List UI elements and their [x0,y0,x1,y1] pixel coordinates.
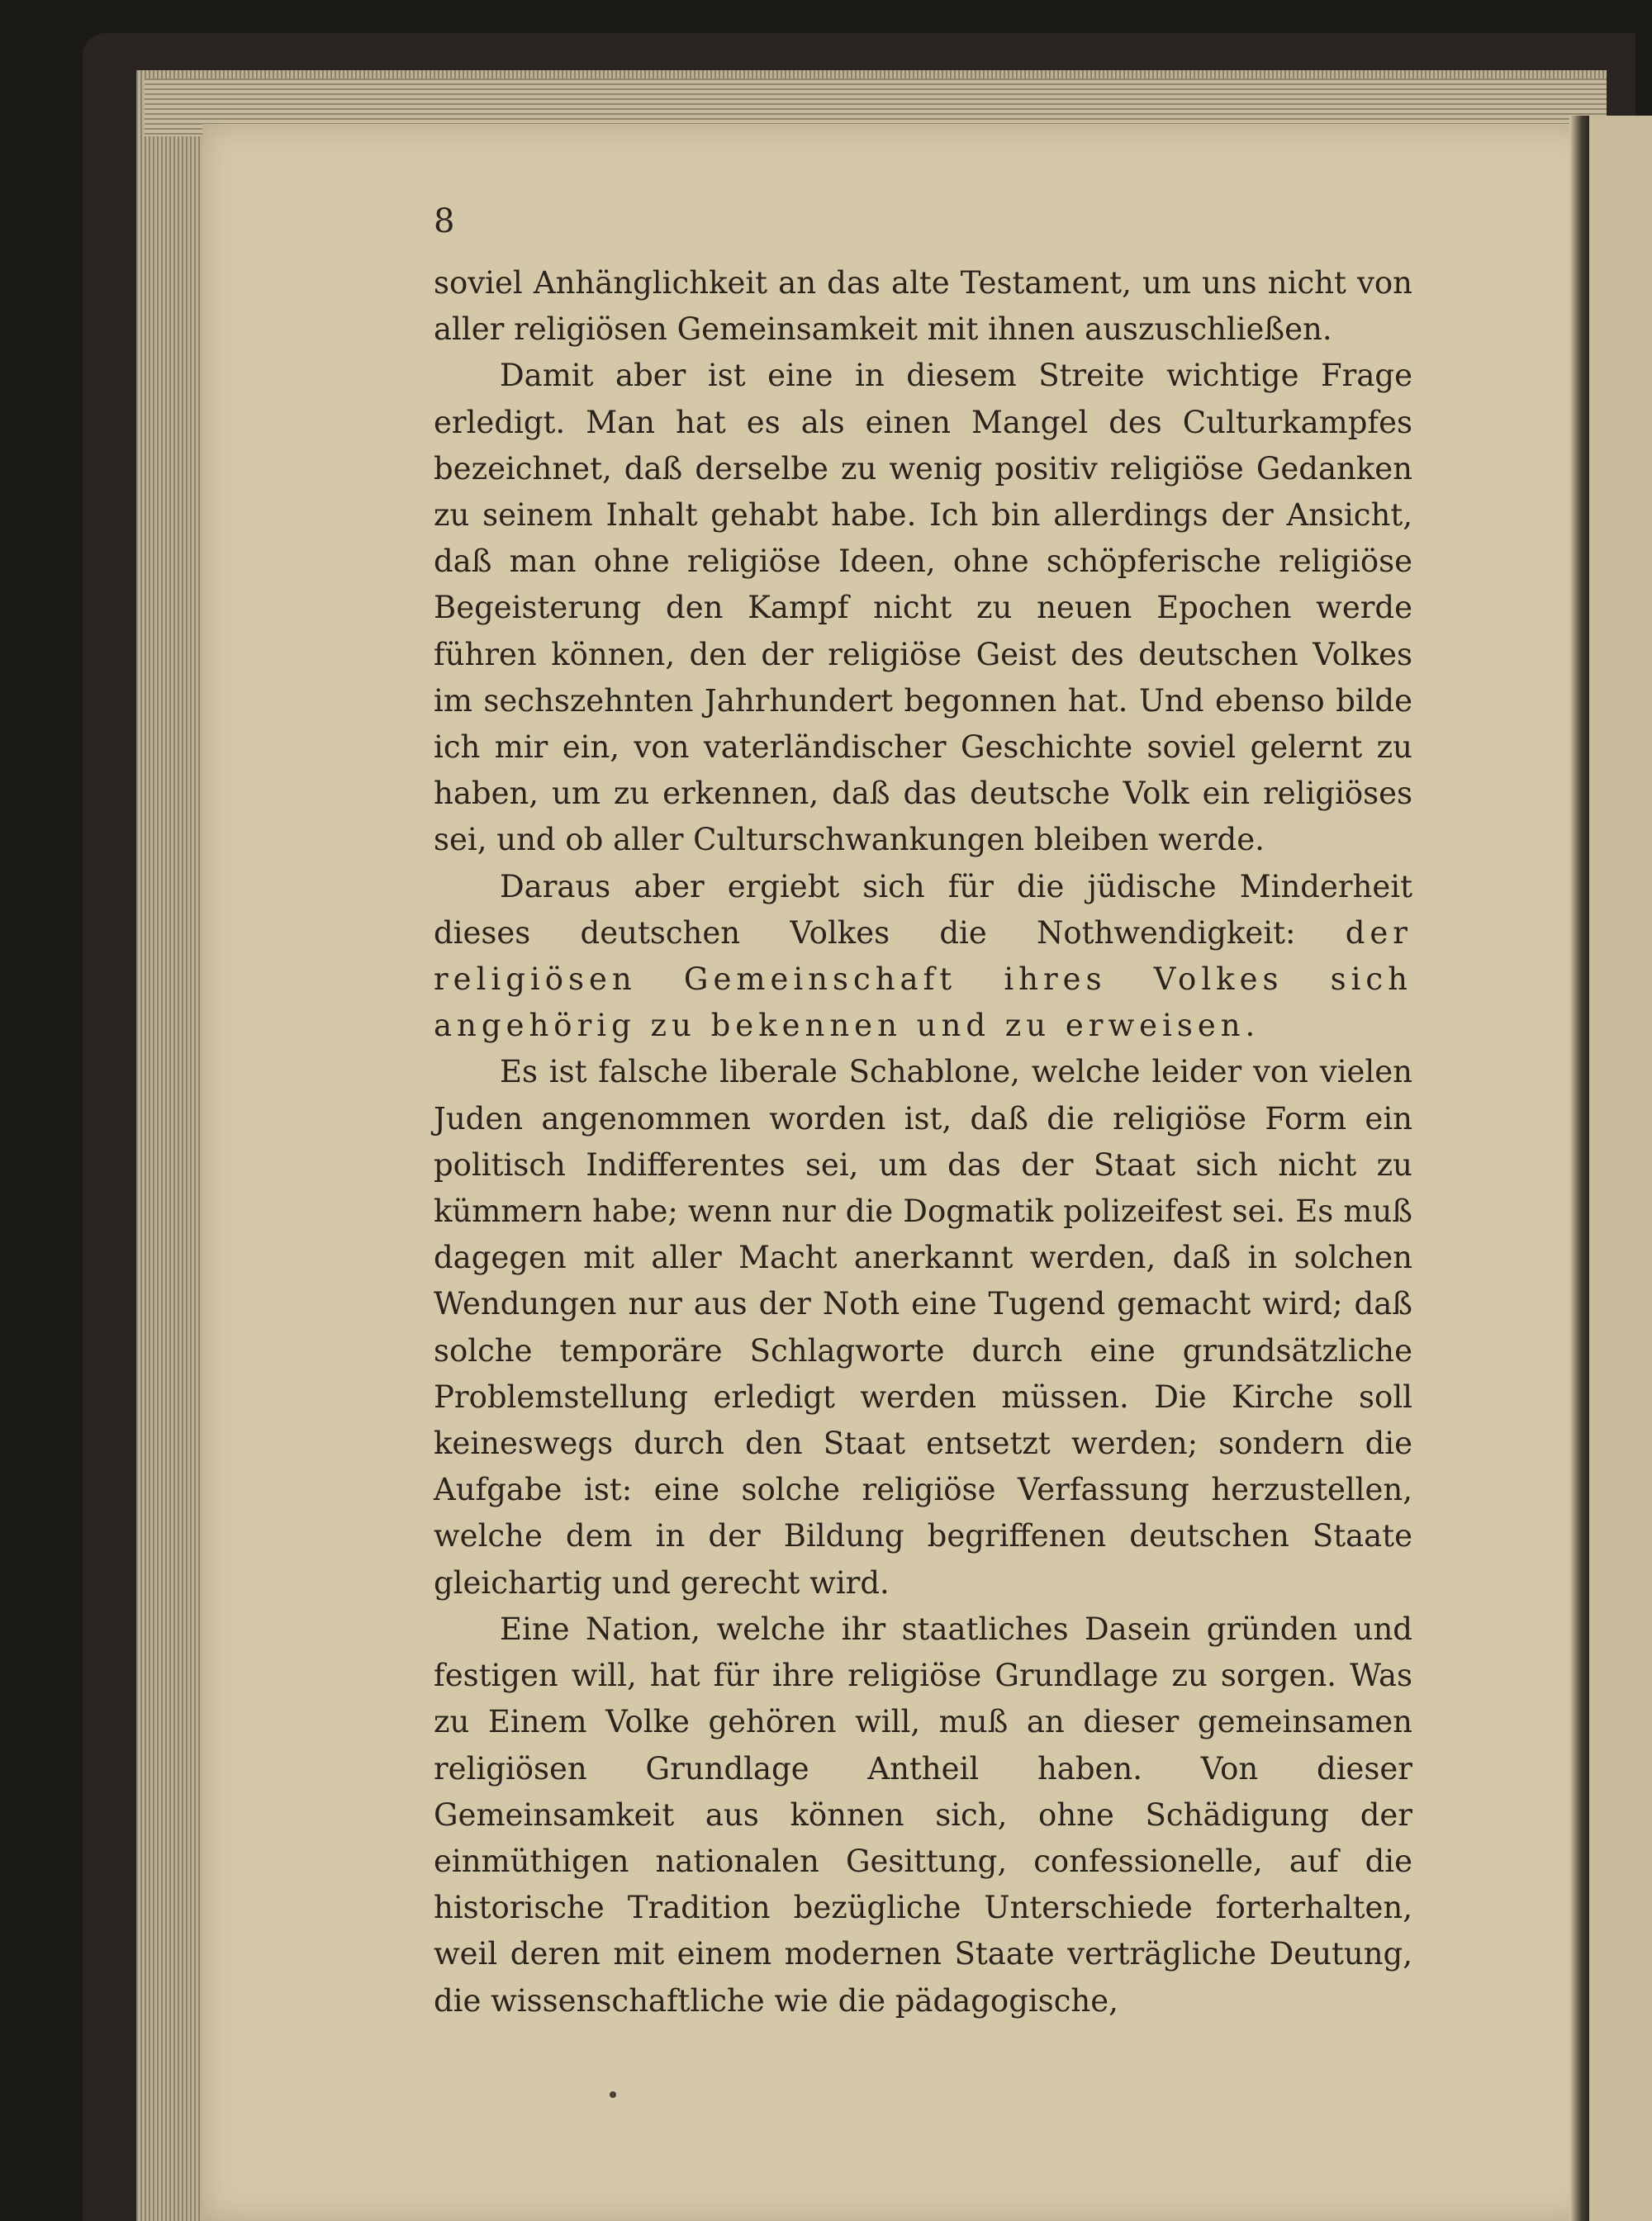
book-gutter [1569,116,1589,2221]
emphasized-segment: der religiösen Gemeinschaft ihres Volkes sich angehörig zu bekennen und zu erweisen. [434,914,1412,1044]
paragraph-4 [434,1049,1412,1606]
paragraph-1 [434,260,1412,353]
next-page-edge [1589,116,1652,2221]
paragraph-segment: Daraus aber ergiebt sich für die jüdische Minderheit dieses deutschen Volkes die Nothwendigkeit: [434,868,1412,951]
paragraph-3 [434,864,1412,1050]
paragraph-segment: soviel Anhänglichkeit an das alte Testament, um uns nicht von aller religiösen Gemeinsamkeit mit ihnen auszuschließen. [434,265,1412,348]
paragraph-segment: Eine Nation, welche ihr staatliches Dasein gründen und festigen will, hat für ihre religiöse Grundlage zu sorgen. Was zu Einem Volke gehören will, muß an dieser gemeinsamen religiösen Grundlage Antheil haben. Von dieser Gemeinsamkeit aus können sich, ohne Schädigung der einmüthigen nationalen Gesittung, confessionelle, auf die historische Tradition bezügliche Unterschiede forterhalten, weil deren mit einem modernen Staate verträgliche Deutung, die wissenschaftliche wie die pädagogische, [434,1611,1412,2019]
print-speck [610,2091,616,2098]
paragraph-segment: Es ist falsche liberale Schablone, welche leider von vielen Juden angenommen worden ist, daß die religiöse Form ein politisch Indifferentes sei, um das der Staat sich nicht zu kümmern habe; wenn nur die Dogmatik polizeifest sei. Es muß dagegen mit aller Macht anerkannt werden, daß in solchen Wendungen nur aus der Noth eine Tugend gemacht wird; daß solche temporäre Schlagworte durch eine grundsätzliche Problemstellung erledigt werden müssen. Die Kirche soll keineswegs durch den Staat entsetzt werden; sondern die Aufgabe ist: eine solche religiöse Verfassung herzustellen, welche dem in der Bildung begriffenen deutschen Staate gleichartig und gerecht wird. [434,1054,1412,1601]
paragraph-segment: Damit aber ist eine in diesem Streite wichtige Frage erledigt. Man hat es als einen Mangel des Culturkampfes bezeichnet, daß derselbe zu wenig positiv religiöse Gedanken zu seinem Inhalt gehabt habe. Ich bin allerdings der Ansicht, daß man ohne religiöse Ideen, ohne schöpferische religiöse Begeisterung den Kampf nicht zu neuen Epochen werde führen können, den der religiöse Geist des deutschen Volkes im sechszehnten Jahrhundert begonnen hat. Und ebenso bilde ich mir ein, von vaterländischer Geschichte soviel gelernt zu haben, um zu erkennen, daß das deutsche Volk ein religiöses sei, und ob aller Culturschwankungen bleiben werde. [434,358,1412,858]
body-text [434,260,1412,2024]
page-number: 8 [434,202,455,240]
paragraph-5 [434,1606,1412,2024]
paragraph-2 [434,353,1412,863]
